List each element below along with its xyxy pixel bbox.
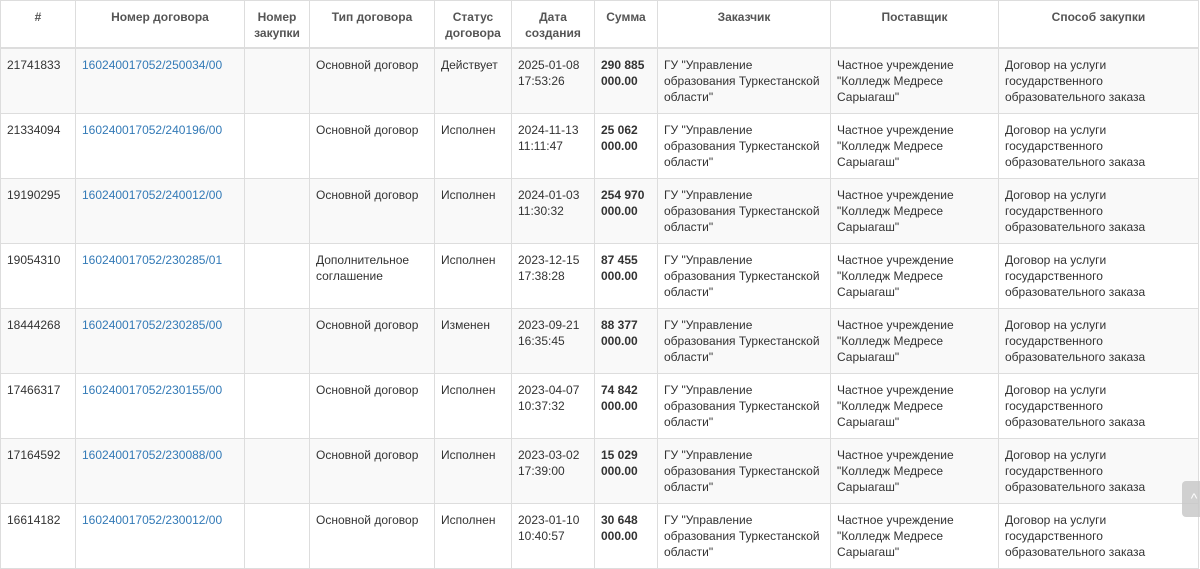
cell-contract-type: Основной договор bbox=[310, 374, 435, 439]
contract-number-link[interactable]: 160240017052/230088/00 bbox=[82, 448, 223, 462]
cell-created-date: 2023-03-02 17:39:00 bbox=[512, 439, 595, 504]
cell-procurement-method: Договор на услуги государственного образовательного заказа bbox=[999, 48, 1199, 114]
header-row bbox=[1, 1, 1199, 49]
cell-id: 21741833 bbox=[1, 48, 76, 114]
cell-supplier: Частное учреждение "Колледж Медресе Сарыагаш" bbox=[831, 48, 999, 114]
cell-contract-status: Исполнен bbox=[435, 114, 512, 179]
column-header: Тип договора bbox=[310, 1, 435, 49]
cell-created-date: 2024-11-13 11:11:47 bbox=[512, 114, 595, 179]
cell-created-date: 2023-12-15 17:38:28 bbox=[512, 244, 595, 309]
cell-contract-status: Исполнен bbox=[435, 504, 512, 569]
cell-supplier: Частное учреждение "Колледж Медресе Сарыагаш" bbox=[831, 439, 999, 504]
table-row bbox=[1, 179, 1199, 244]
cell-contract-number bbox=[76, 504, 245, 569]
cell-procurement-method: Договор на услуги государственного образовательного заказа bbox=[999, 244, 1199, 309]
cell-id: 21334094 bbox=[1, 114, 76, 179]
table-row bbox=[1, 504, 1199, 569]
column-header: Номер договора bbox=[76, 1, 245, 49]
cell-supplier: Частное учреждение "Колледж Медресе Сарыагаш" bbox=[831, 309, 999, 374]
column-header: Способ закупки bbox=[999, 1, 1199, 49]
cell-customer: ГУ "Управление образования Туркестанской области" bbox=[658, 179, 831, 244]
cell-created-date: 2025-01-08 17:53:26 bbox=[512, 48, 595, 114]
cell-purchase-number bbox=[245, 374, 310, 439]
cell-purchase-number bbox=[245, 309, 310, 374]
cell-contract-number bbox=[76, 309, 245, 374]
cell-purchase-number bbox=[245, 439, 310, 504]
cell-id: 16614182 bbox=[1, 504, 76, 569]
contract-number-link[interactable]: 160240017052/230285/00 bbox=[82, 318, 223, 332]
cell-procurement-method: Договор на услуги государственного образовательного заказа bbox=[999, 374, 1199, 439]
scroll-to-top-button[interactable] bbox=[1182, 481, 1200, 517]
cell-customer: ГУ "Управление образования Туркестанской области" bbox=[658, 244, 831, 309]
cell-contract-status: Исполнен bbox=[435, 179, 512, 244]
cell-id: 17466317 bbox=[1, 374, 76, 439]
column-header: Сумма bbox=[595, 1, 658, 49]
cell-contract-status: Действует bbox=[435, 48, 512, 114]
column-header: Статус договора bbox=[435, 1, 512, 49]
cell-purchase-number bbox=[245, 244, 310, 309]
contract-number-link[interactable]: 160240017052/230285/01 bbox=[82, 253, 223, 267]
cell-customer: ГУ "Управление образования Туркестанской области" bbox=[658, 374, 831, 439]
cell-contract-status: Исполнен bbox=[435, 439, 512, 504]
contract-number-link[interactable]: 160240017052/230155/00 bbox=[82, 383, 223, 397]
cell-created-date: 2023-04-07 10:37:32 bbox=[512, 374, 595, 439]
cell-contract-type: Основной договор bbox=[310, 114, 435, 179]
cell-procurement-method: Договор на услуги государственного образовательного заказа bbox=[999, 179, 1199, 244]
cell-amount: 25 062 000.00 bbox=[595, 114, 658, 179]
cell-contract-type: Основной договор bbox=[310, 439, 435, 504]
cell-contract-number bbox=[76, 179, 245, 244]
cell-contract-number bbox=[76, 244, 245, 309]
table-header bbox=[1, 1, 1199, 49]
cell-procurement-method: Договор на услуги государственного образовательного заказа bbox=[999, 504, 1199, 569]
cell-procurement-method: Договор на услуги государственного образовательного заказа bbox=[999, 439, 1199, 504]
cell-amount: 74 842 000.00 bbox=[595, 374, 658, 439]
column-header: Номер закупки bbox=[245, 1, 310, 49]
cell-customer: ГУ "Управление образования Туркестанской области" bbox=[658, 504, 831, 569]
table-row bbox=[1, 374, 1199, 439]
cell-amount: 30 648 000.00 bbox=[595, 504, 658, 569]
cell-created-date: 2023-01-10 10:40:57 bbox=[512, 504, 595, 569]
cell-customer: ГУ "Управление образования Туркестанской области" bbox=[658, 309, 831, 374]
table-row bbox=[1, 48, 1199, 114]
cell-procurement-method: Договор на услуги государственного образовательного заказа bbox=[999, 114, 1199, 179]
column-header: Дата создания bbox=[512, 1, 595, 49]
cell-amount: 88 377 000.00 bbox=[595, 309, 658, 374]
cell-id: 19190295 bbox=[1, 179, 76, 244]
cell-contract-number bbox=[76, 439, 245, 504]
cell-customer: ГУ "Управление образования Туркестанской области" bbox=[658, 114, 831, 179]
cell-supplier: Частное учреждение "Колледж Медресе Сарыагаш" bbox=[831, 504, 999, 569]
cell-customer: ГУ "Управление образования Туркестанской области" bbox=[658, 439, 831, 504]
column-header: # bbox=[1, 1, 76, 49]
cell-created-date: 2023-09-21 16:35:45 bbox=[512, 309, 595, 374]
cell-purchase-number bbox=[245, 114, 310, 179]
cell-amount: 15 029 000.00 bbox=[595, 439, 658, 504]
cell-contract-number bbox=[76, 114, 245, 179]
contract-number-link[interactable]: 160240017052/230012/00 bbox=[82, 513, 223, 527]
contract-number-link[interactable]: 160240017052/250034/00 bbox=[82, 58, 223, 72]
cell-purchase-number bbox=[245, 179, 310, 244]
cell-amount: 87 455 000.00 bbox=[595, 244, 658, 309]
contract-number-link[interactable]: 160240017052/240196/00 bbox=[82, 123, 223, 137]
cell-amount: 254 970 000.00 bbox=[595, 179, 658, 244]
cell-contract-type: Основной договор bbox=[310, 504, 435, 569]
cell-purchase-number bbox=[245, 48, 310, 114]
cell-contract-number bbox=[76, 374, 245, 439]
cell-supplier: Частное учреждение "Колледж Медресе Сарыагаш" bbox=[831, 179, 999, 244]
column-header: Заказчик bbox=[658, 1, 831, 49]
cell-contract-type: Основной договор bbox=[310, 48, 435, 114]
cell-created-date: 2024-01-03 11:30:32 bbox=[512, 179, 595, 244]
cell-contract-status: Исполнен bbox=[435, 244, 512, 309]
cell-customer: ГУ "Управление образования Туркестанской области" bbox=[658, 48, 831, 114]
cell-contract-type: Дополнительное соглашение bbox=[310, 244, 435, 309]
cell-contract-type: Основной договор bbox=[310, 179, 435, 244]
cell-contract-number bbox=[76, 48, 245, 114]
chevron-up-icon: ^ bbox=[1190, 490, 1198, 506]
cell-purchase-number bbox=[245, 504, 310, 569]
cell-contract-status: Изменен bbox=[435, 309, 512, 374]
cell-amount: 290 885 000.00 bbox=[595, 48, 658, 114]
column-header: Поставщик bbox=[831, 1, 999, 49]
table-row bbox=[1, 309, 1199, 374]
table-row bbox=[1, 114, 1199, 179]
table-row bbox=[1, 439, 1199, 504]
cell-contract-status: Исполнен bbox=[435, 374, 512, 439]
cell-contract-type: Основной договор bbox=[310, 309, 435, 374]
contract-number-link[interactable]: 160240017052/240012/00 bbox=[82, 188, 223, 202]
cell-id: 18444268 bbox=[1, 309, 76, 374]
cell-supplier: Частное учреждение "Колледж Медресе Сарыагаш" bbox=[831, 244, 999, 309]
cell-procurement-method: Договор на услуги государственного образовательного заказа bbox=[999, 309, 1199, 374]
cell-supplier: Частное учреждение "Колледж Медресе Сарыагаш" bbox=[831, 114, 999, 179]
cell-supplier: Частное учреждение "Колледж Медресе Сарыагаш" bbox=[831, 374, 999, 439]
cell-id: 17164592 bbox=[1, 439, 76, 504]
table-body bbox=[1, 48, 1199, 569]
cell-id: 19054310 bbox=[1, 244, 76, 309]
table-row bbox=[1, 244, 1199, 309]
